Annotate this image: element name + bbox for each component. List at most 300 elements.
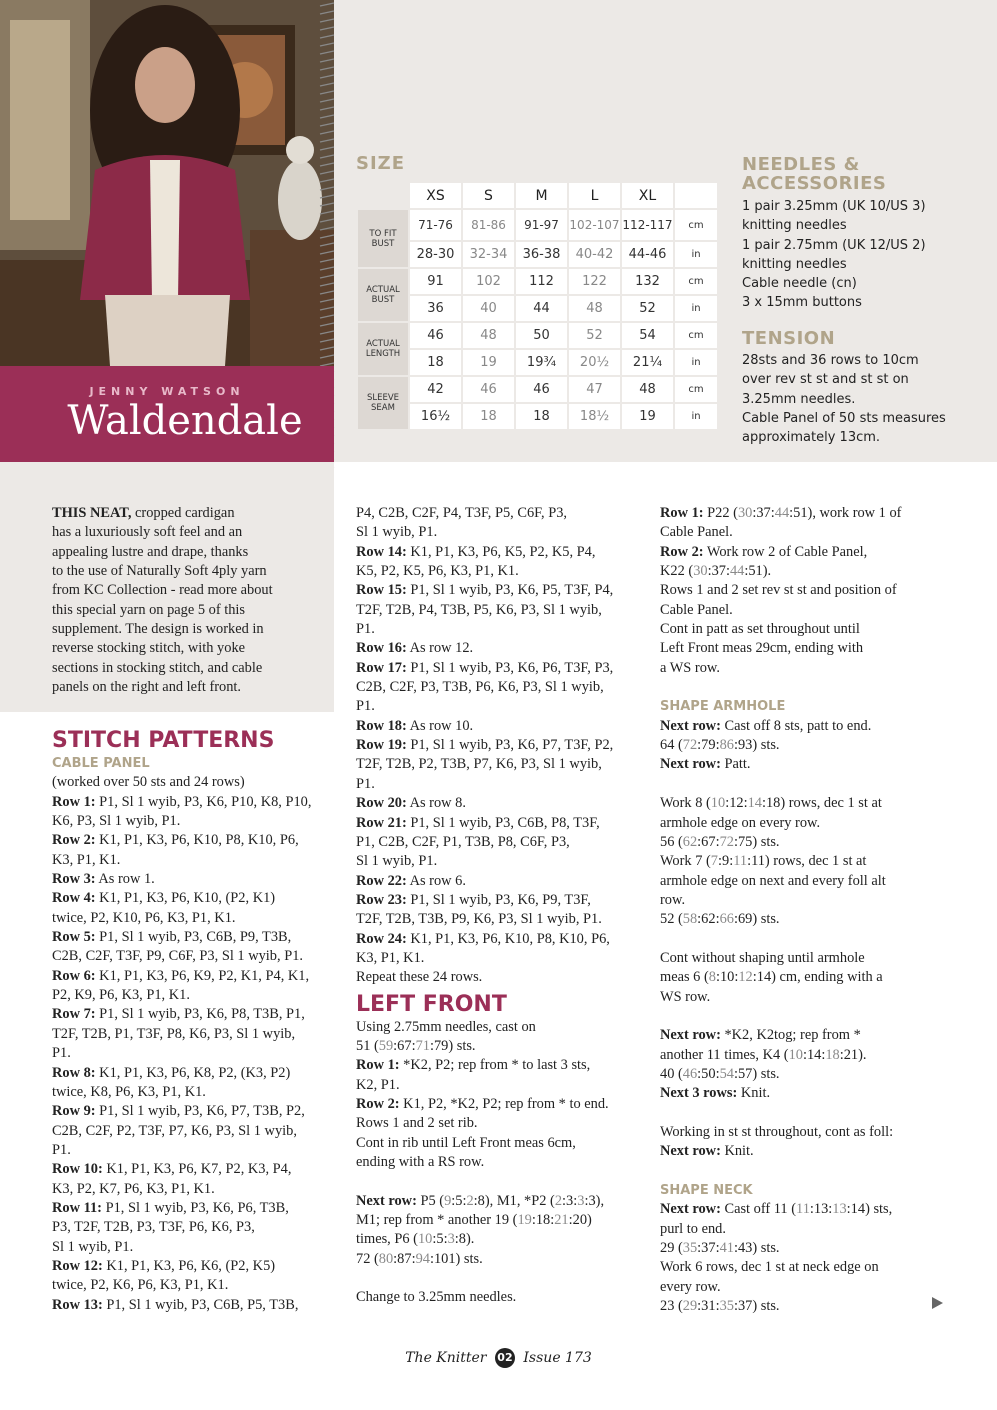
text-fragment: ). <box>858 1046 867 1063</box>
text-line <box>52 967 342 986</box>
text-fragment: Patt. <box>720 756 751 773</box>
size-header-row <box>358 183 717 208</box>
size-values: 10:14:18:21 <box>788 1046 859 1063</box>
text-line <box>52 1005 342 1024</box>
text-line: Cont in patt as set throughout until <box>660 621 860 638</box>
size-values: 8:10:12:14 <box>708 969 772 986</box>
issue-number: Issue 173 <box>523 1350 592 1366</box>
cell-value: 44 <box>516 296 567 321</box>
text-fragment: ) sts. <box>752 737 780 754</box>
row-text: K1, P1, K3, P6, K9, P2, K1, P4, K1, <box>95 967 310 984</box>
text-line <box>356 794 646 813</box>
row-text: twice, K8, P6, K3, P1, K1. <box>52 1083 206 1100</box>
text-fragment: M1; rep from * another 19 ( <box>356 1212 518 1229</box>
stitch-patterns-column <box>52 728 342 1315</box>
cast-on-line <box>356 1037 646 1056</box>
text-fragment: Knit. <box>737 1085 771 1102</box>
text-line <box>52 793 342 812</box>
unit-in: in <box>675 296 717 321</box>
row-label: ACTUAL LENGTH <box>358 323 408 375</box>
text-fragment: ) rows, dec 1 st at <box>764 853 867 870</box>
row-label: Row 19: <box>356 737 407 754</box>
text-line <box>52 1160 342 1179</box>
text-line: purl to end. <box>660 1220 726 1237</box>
row-text: Cont in rib until Left Front meas 6cm, <box>356 1134 576 1151</box>
next-row-line <box>356 1250 646 1269</box>
row-text: C2B, C2F, P3, T3B, P6, K6, P3, Sl 1 wyib, <box>356 679 604 696</box>
text-fragment: ) sts. <box>752 911 780 928</box>
text-fragment: 29 ( <box>660 1240 683 1257</box>
size-values: 72:79:86:93 <box>682 737 753 754</box>
cell-value: 44-46 <box>622 242 673 267</box>
text-fragment: 64 ( <box>660 737 683 754</box>
cell-value: 54 <box>622 323 673 348</box>
table-row <box>358 377 717 402</box>
size-values: 10:12:14:18 <box>710 795 781 812</box>
needles-list <box>742 197 992 313</box>
row-text: P1. <box>52 1045 71 1062</box>
text-fragment: ) sts. <box>752 1065 780 1082</box>
row-text: Sl 1 wyib, P1. <box>356 853 438 870</box>
text-line <box>52 1180 342 1199</box>
text-line <box>52 1276 342 1295</box>
row-text: K6, P3, Sl 1 wyib, P1. <box>52 813 181 830</box>
text-line <box>52 909 342 928</box>
row-text: P2, K9, P6, K3, P1, K1. <box>52 987 190 1004</box>
table-row <box>358 350 717 375</box>
row-label: Row 3: <box>52 871 96 888</box>
size-values: 29:31:35:37 <box>682 1298 753 1315</box>
text-line: Left Front meas 29cm, ending with <box>660 640 864 657</box>
unit-cm: cm <box>675 210 717 240</box>
text-fragment: 72 ( <box>356 1250 379 1267</box>
size-values: 10:5:3:8 <box>417 1231 466 1248</box>
corner-cell <box>358 183 408 208</box>
text-line <box>356 755 646 774</box>
text-line <box>356 620 646 639</box>
row-label: Row 11: <box>52 1199 102 1216</box>
text-line <box>52 1025 342 1044</box>
text-line: Using 2.75mm needles, cast on <box>356 1018 536 1035</box>
row-text: P1, Sl 1 wyib, P3, C6B, P8, T3F, <box>406 814 600 831</box>
cell-value: 40 <box>463 296 514 321</box>
row-label: Row 18: <box>356 717 407 734</box>
intro-line: this special yarn on page 5 of this <box>52 601 246 618</box>
row-text: K1, P1, K3, P6, K10, P8, K10, P6, <box>406 930 610 947</box>
cell-value: 122 <box>569 269 620 294</box>
cell-value: 91 <box>410 269 461 294</box>
size-values: 30:37:44:51 <box>693 563 763 580</box>
row-text: ending with a RS row. <box>356 1154 485 1170</box>
intro-line: appealing lustre and drape, thanks <box>52 543 249 560</box>
unit-cm: cm <box>675 269 717 294</box>
row-text: P1, C2B, C2F, P1, T3B, P8, C6F, P3, <box>356 833 570 850</box>
row-text: T2F, T2B, P2, T3B, P7, K6, P3, Sl 1 wyib, <box>356 756 602 773</box>
next-row-line <box>356 1230 646 1249</box>
cell-value: 32-34 <box>463 242 514 267</box>
text-fragment: ). <box>762 563 772 580</box>
cell-value: 40-42 <box>569 242 620 267</box>
row-label: Row 21: <box>356 814 407 831</box>
text-line <box>356 1095 646 1114</box>
row-text: As row 10. <box>406 717 474 734</box>
text-line <box>356 910 646 929</box>
column-three <box>660 504 960 1316</box>
text-fragment: P22 ( <box>703 505 738 521</box>
text-fragment: ) <box>587 1212 592 1229</box>
cell-value: 112-117 <box>622 210 673 240</box>
cell-value: 81-86 <box>463 210 514 240</box>
text-fragment: ), M1, *P2 ( <box>484 1192 555 1209</box>
page-number: 02 <box>495 1348 515 1368</box>
cell-value: 19 <box>622 404 673 429</box>
row-text: twice, P2, K6, P6, K3, P1, K1. <box>52 1277 229 1294</box>
text-line <box>356 581 646 600</box>
row-text: P1, Sl 1 wyib, P3, K6, P6, T3B, <box>101 1199 289 1216</box>
cell-value: 132 <box>622 269 673 294</box>
size-l: L <box>569 183 620 208</box>
row-text: As row 8. <box>406 795 466 812</box>
page-footer <box>0 1348 997 1368</box>
row-text: T2F, T2B, P4, T3B, P5, K6, P3, Sl 1 wyib, <box>356 601 602 618</box>
text-line <box>356 1134 646 1153</box>
text-line <box>356 1114 646 1133</box>
text-line <box>52 1102 342 1121</box>
text-line <box>356 523 646 542</box>
cell-value: 21¼ <box>622 350 673 375</box>
text-line: Working in st st throughout, cont as foll: <box>660 1124 894 1140</box>
row-text: Rows 1 and 2 set rib. <box>356 1115 478 1132</box>
row-text: T2F, T2B, T3B, P9, K6, P3, Sl 1 wyib, P1. <box>356 911 602 928</box>
text-line <box>52 831 342 850</box>
text-fragment: : <box>411 1037 416 1054</box>
needles-line: 1 pair 3.25mm (UK 10/US 3) <box>742 199 926 214</box>
text-line <box>356 504 646 523</box>
intro-line: sections in stocking stitch, and cable <box>52 659 263 676</box>
needles-line: knitting needles <box>742 218 847 234</box>
text-fragment: 52 ( <box>660 911 683 928</box>
cell-value: 91-97 <box>516 210 567 240</box>
row-text: P1, Sl 1 wyib, P3, K6, P6, T3F, P3, <box>406 659 614 676</box>
cell-value: 36-38 <box>516 242 567 267</box>
text-fragment: Cast off 11 ( <box>720 1201 797 1218</box>
row-label: Row 1: <box>356 1057 400 1074</box>
tension-line: Cable Panel of 50 sts measures <box>742 410 946 426</box>
row-text: T2F, T2B, P1, T3F, P8, K6, P3, Sl 1 wyib, <box>52 1025 296 1042</box>
row-text: *K2, P2; rep from * to last 3 sts, <box>399 1057 591 1074</box>
size-values: 7:9:11:11 <box>710 853 765 870</box>
row-label: Row 2: <box>356 1095 400 1112</box>
size-value: 79 <box>433 1037 449 1054</box>
row-text: P1, Sl 1 wyib, P3, K6, P7, T3F, P2, <box>406 737 614 754</box>
size-s: S <box>463 183 514 208</box>
row-text: K5, P2, K5, P6, K3, P1, K1. <box>356 563 519 580</box>
text-line <box>52 1238 342 1257</box>
row-text: As row 12. <box>406 640 474 657</box>
needles-heading: NEEDLES & ACCESSORIES <box>742 154 887 194</box>
text-line <box>52 1044 342 1063</box>
text-line <box>356 949 646 968</box>
cell-value: 47 <box>569 377 620 402</box>
stitch-patterns-heading: STITCH PATTERNS <box>52 728 275 753</box>
text-fragment: another 11 times, K4 ( <box>660 1046 789 1063</box>
cable-rows <box>52 793 342 1315</box>
text-line <box>356 543 646 562</box>
row-label: Next row: <box>660 1027 721 1044</box>
text-fragment: *K2, K2tog; rep from * <box>720 1027 861 1044</box>
text-fragment: ) sts. <box>448 1037 476 1054</box>
shape-neck-heading: SHAPE NECK <box>660 1183 753 1199</box>
continue-arrow-icon <box>932 1297 943 1309</box>
text-fragment: ) rows, dec 1 st at <box>780 795 882 812</box>
cell-value: 71-76 <box>410 210 461 240</box>
text-line <box>52 870 342 889</box>
row-text: K3, P2, K7, P6, K3, P1, K1. <box>52 1180 215 1197</box>
size-table <box>356 181 719 431</box>
text-line <box>52 1199 342 1218</box>
text-line <box>356 891 646 910</box>
size-xs: XS <box>410 183 461 208</box>
cell-value: 46 <box>516 377 567 402</box>
row-label: Next row: <box>660 1143 721 1160</box>
row-text: P1. <box>52 1141 71 1158</box>
text-fragment: ), work row 1 of <box>807 505 902 521</box>
text-fragment: ) sts, <box>865 1201 893 1218</box>
intro-line: from KC Collection - read more about <box>52 582 273 599</box>
row-label: Row 13: <box>52 1296 103 1313</box>
row-text: Sl 1 wyib, P1. <box>52 1238 134 1255</box>
text-line <box>356 678 646 697</box>
text-fragment: meas 6 ( <box>660 969 709 986</box>
table-row <box>358 323 717 348</box>
row-label: Next 3 rows: <box>660 1085 738 1102</box>
text-line <box>52 1141 342 1160</box>
row-text: K3, P1, K1. <box>52 851 121 868</box>
text-fragment: ) cm, ending with a <box>771 969 883 986</box>
row-label: Row 10: <box>52 1161 103 1178</box>
text-line <box>356 852 646 871</box>
row-text: P1, Sl 1 wyib, P3, C6B, P9, T3B, <box>95 929 292 946</box>
row-text: Sl 1 wyib, P1. <box>356 524 438 541</box>
cell-value: 48 <box>622 377 673 402</box>
intro-line: to the use of Naturally Soft 4ply yarn <box>52 563 267 580</box>
unit-in: in <box>675 350 717 375</box>
cable-panel-heading: CABLE PANEL <box>52 756 150 771</box>
tension-line: 3.25mm needles. <box>742 391 856 407</box>
text-fragment: Work row 2 of Cable Panel, <box>703 543 868 560</box>
row-text: K1, P1, K3, P6, K5, P2, K5, P4, <box>406 543 596 560</box>
text-line <box>356 562 646 581</box>
text-line: WS row. <box>660 988 711 1005</box>
cell-value: 36 <box>410 296 461 321</box>
text-fragment: 40 ( <box>660 1065 683 1082</box>
text-line <box>356 1153 646 1172</box>
text-line <box>52 851 342 870</box>
text-line <box>356 659 646 678</box>
row-text: K1, P1, K3, P6, K6, (P2, K5) <box>102 1257 276 1274</box>
text-line <box>52 1257 342 1276</box>
text-fragment: ). <box>465 1231 475 1248</box>
needles-line: 1 pair 2.75mm (UK 12/US 2) <box>742 237 926 253</box>
table-row <box>358 269 717 294</box>
row-label: Row 24: <box>356 930 407 947</box>
size-value: 59 <box>378 1037 394 1054</box>
intro-line: has a luxuriously soft feel and an <box>52 524 243 541</box>
row-label: Row 4: <box>52 890 96 907</box>
cell-value: 18 <box>410 350 461 375</box>
row-label: TO FIT BUST <box>358 210 408 267</box>
tension-line: 28sts and 36 rows to 10cm <box>742 353 919 368</box>
next-row-line <box>356 1211 646 1230</box>
text-fragment: P5 ( <box>416 1192 445 1209</box>
size-values: 19:18:21:20 <box>517 1212 588 1229</box>
cell-value: 42 <box>410 377 461 402</box>
text-line <box>52 812 342 831</box>
text-line <box>356 1076 646 1095</box>
row-text: P1, Sl 1 wyib, P3, C6B, P5, T3B, <box>102 1296 299 1313</box>
size-value: 71 <box>415 1037 430 1054</box>
text-line: a WS row. <box>660 659 720 676</box>
text-fragment: ) sts. <box>455 1250 483 1267</box>
row-label: ACTUAL BUST <box>358 269 408 321</box>
text-line <box>52 1064 342 1083</box>
tension-heading: TENSION <box>742 328 836 349</box>
table-row <box>358 210 717 240</box>
row-text: K3, P1, K1. <box>356 949 425 966</box>
column-two <box>356 504 646 1308</box>
text-fragment: Knit. <box>720 1143 754 1160</box>
unit-in: in <box>675 404 717 429</box>
row-label: Row 5: <box>52 929 96 946</box>
magazine-name: The Knitter <box>405 1350 487 1366</box>
row-text: As row 1. <box>95 871 155 888</box>
row-text: P1, Sl 1 wyib, P3, K6, P8, T3B, P1, <box>95 1006 305 1023</box>
row-text: P3, T2F, T2B, P3, T3F, P6, K6, P3, <box>52 1219 255 1236</box>
text-line <box>52 986 342 1005</box>
text-fragment: K22 ( <box>660 563 694 580</box>
text-fragment: ), <box>595 1192 605 1209</box>
size-m: M <box>516 183 567 208</box>
cell-value: 18½ <box>569 404 620 429</box>
row-text: K1, P1, K3, P6, K8, P2, (K3, P2) <box>95 1064 291 1081</box>
row-label: Row 15: <box>356 582 407 599</box>
unit-in: in <box>675 242 717 267</box>
text-line <box>356 736 646 755</box>
shape-armhole-heading: SHAPE ARMHOLE <box>660 699 786 715</box>
row-text: P1. <box>356 698 375 715</box>
row-text: Repeat these 24 rows. <box>356 969 483 986</box>
row-label: Row 22: <box>356 872 407 889</box>
intro-text <box>52 504 342 697</box>
row-text: C2B, C2F, P2, T3F, P7, K6, P3, Sl 1 wyib, <box>52 1122 297 1139</box>
model-photo <box>0 0 334 366</box>
row-label: Row 12: <box>52 1257 103 1274</box>
cable-panel-note: (worked over 50 sts and 24 rows) <box>52 774 245 791</box>
row-text: P1, Sl 1 wyib, P3, K6, P9, T3F, <box>406 891 591 908</box>
cell-value: 112 <box>516 269 567 294</box>
text-fragment: 51 ( <box>356 1037 379 1054</box>
text-line: every row. <box>660 1278 721 1295</box>
cell-value: 16½ <box>410 404 461 429</box>
table-row <box>358 242 717 267</box>
size-values: 2:3:3:3 <box>554 1192 596 1209</box>
row-label: Row 14: <box>356 543 407 560</box>
row-text: K2, P1. <box>356 1076 400 1093</box>
unit-cm: cm <box>675 377 717 402</box>
row-text: twice, P2, K10, P6, K3, P1, K1. <box>52 909 236 926</box>
text-line: Cable Panel. <box>660 524 733 541</box>
row-text: C2B, C2F, T3F, P9, C6F, P3, Sl 1 wyib, P1. <box>52 948 303 965</box>
left-front-rib <box>356 1056 646 1172</box>
text-line: Cable Panel. <box>660 601 733 618</box>
size-heading: SIZE <box>356 153 406 174</box>
cell-value: 102 <box>463 269 514 294</box>
table-row <box>358 404 717 429</box>
row-text: As row 6. <box>406 872 466 889</box>
row-text: K1, P1, K3, P6, K10, P8, K10, P6, <box>95 832 299 849</box>
text-line <box>356 814 646 833</box>
text-line: Rows 1 and 2 set rev st st and position of <box>660 582 897 599</box>
row-label: Row 2: <box>660 543 704 560</box>
row-label: Row 23: <box>356 891 407 908</box>
intro-line: reverse stocking stitch, with yoke <box>52 640 246 657</box>
row-label: Row 2: <box>52 832 96 849</box>
text-line <box>52 1122 342 1141</box>
text-fragment: 23 ( <box>660 1298 683 1315</box>
text-line: Cont without shaping until armhole <box>660 949 865 966</box>
text-line: Work 6 rows, dec 1 st at neck edge on <box>660 1259 879 1276</box>
text-line <box>356 775 646 794</box>
needles-line: 3 x 15mm buttons <box>742 295 862 311</box>
cell-value: 19¾ <box>516 350 567 375</box>
size-values: 30:37:44:51 <box>737 505 808 521</box>
text-fragment: Cast off 8 sts, patt to end. <box>720 717 872 734</box>
text-line <box>52 928 342 947</box>
text-fragment: times, P6 ( <box>356 1231 418 1248</box>
cell-value: 48 <box>463 323 514 348</box>
left-front-heading: LEFT FRONT <box>356 991 507 1017</box>
text-fragment: ) sts. <box>752 833 780 850</box>
text-line <box>52 1296 342 1315</box>
size-values: 58:62:66:69 <box>682 911 753 928</box>
row-text: P1, Sl 1 wyib, P3, K6, P5, T3F, P4, <box>406 582 614 599</box>
text-line <box>52 889 342 908</box>
text-line <box>356 717 646 736</box>
text-fragment: ) sts. <box>752 1240 780 1257</box>
needles-line: Cable needle (cn) <box>742 276 857 292</box>
cell-value: 18 <box>463 404 514 429</box>
text-line <box>356 639 646 658</box>
row-text: P1, Sl 1 wyib, P3, K6, P7, T3B, P2, <box>95 1103 305 1120</box>
unit-cm: cm <box>675 323 717 348</box>
row-text: P1, Sl 1 wyib, P3, K6, P10, K8, P10, <box>95 793 312 810</box>
row-text: K1, P2, *K2, P2; rep from * to end. <box>399 1095 609 1112</box>
row-label: Next row: <box>660 1201 721 1218</box>
size-values: 80:87:94:101 <box>378 1250 456 1267</box>
row-text: K1, P1, K3, P6, K7, P2, K3, P4, <box>102 1161 292 1178</box>
needles-line: knitting needles <box>742 256 847 272</box>
size-values: 62:67:72:75 <box>682 833 753 850</box>
size-value: 67 <box>397 1037 412 1054</box>
text-line <box>356 872 646 891</box>
row-label: Row 16: <box>356 640 407 657</box>
text-line: armhole edge on every row. <box>660 814 821 831</box>
text-fragment: Work 8 ( <box>660 795 711 812</box>
row-label: Row 7: <box>52 1006 96 1023</box>
row-label: Row 17: <box>356 659 407 676</box>
size-values: 35:37:41:43 <box>682 1240 753 1257</box>
text-line: armhole edge on next and every foll alt <box>660 872 886 889</box>
